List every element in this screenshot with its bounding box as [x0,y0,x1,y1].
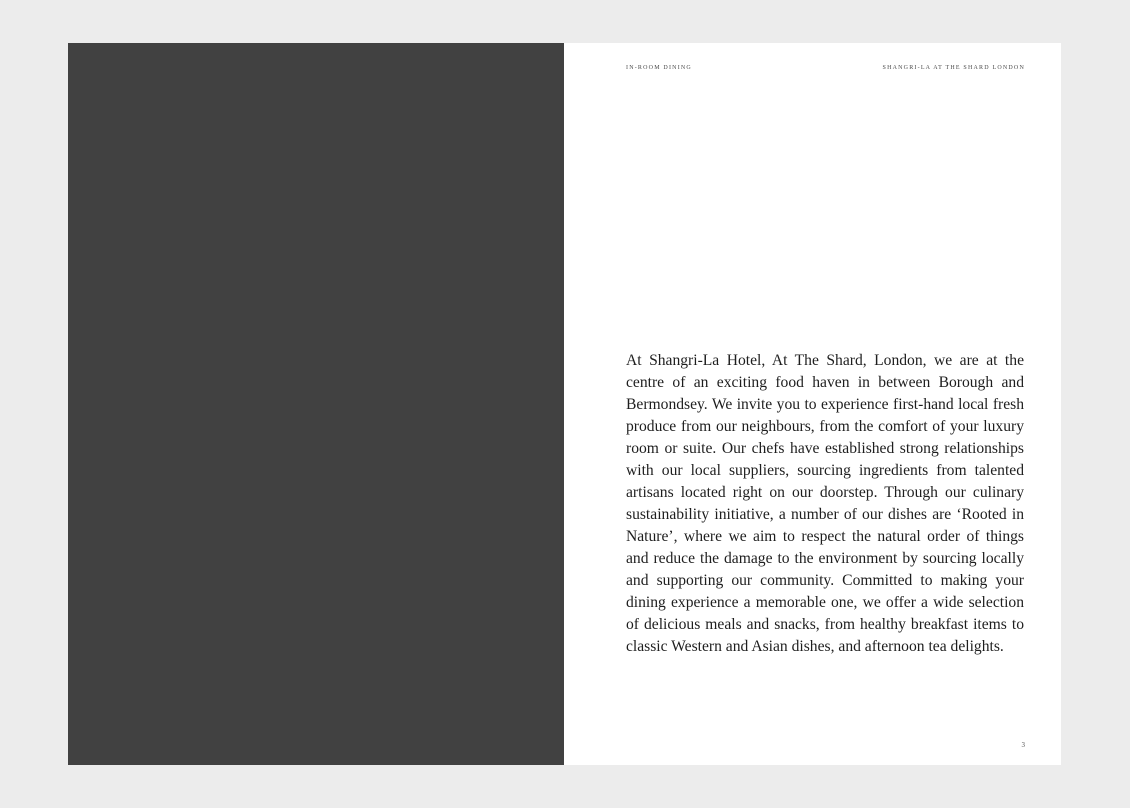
book-spread [68,43,1061,765]
right-page [564,43,1061,765]
intro-paragraph: At Shangri-La Hotel, At The Shard, London, we are at the centre of an exciting food haven in between Borough and Bermondsey. We invite you to experience first-hand local fresh produce from our neighbours, from the comfort of your luxury room or suite. Our chefs have established strong relationships with our local suppliers, sourcing ingredients from talented artisans located right on our doorstep. Through our culinary sustainability initiative, a number of our dishes are ‘Rooted in Nature’, where we aim to respect the natural order of things and reduce the damage to the environment by sourcing locally and supporting our community. Committed to making your dining experience a memorable one, we offer a wide selection of delicious meals and snacks, from healthy breakfast items to classic Western and Asian dishes, and afternoon tea delights. [626,352,1024,655]
left-page-dark-panel [68,43,564,765]
page-number: 3 [1021,741,1025,749]
running-header-hotel: SHANGRI-LA AT THE SHARD LONDON [882,65,1025,71]
running-header-section: IN-ROOM DINING [626,65,692,71]
